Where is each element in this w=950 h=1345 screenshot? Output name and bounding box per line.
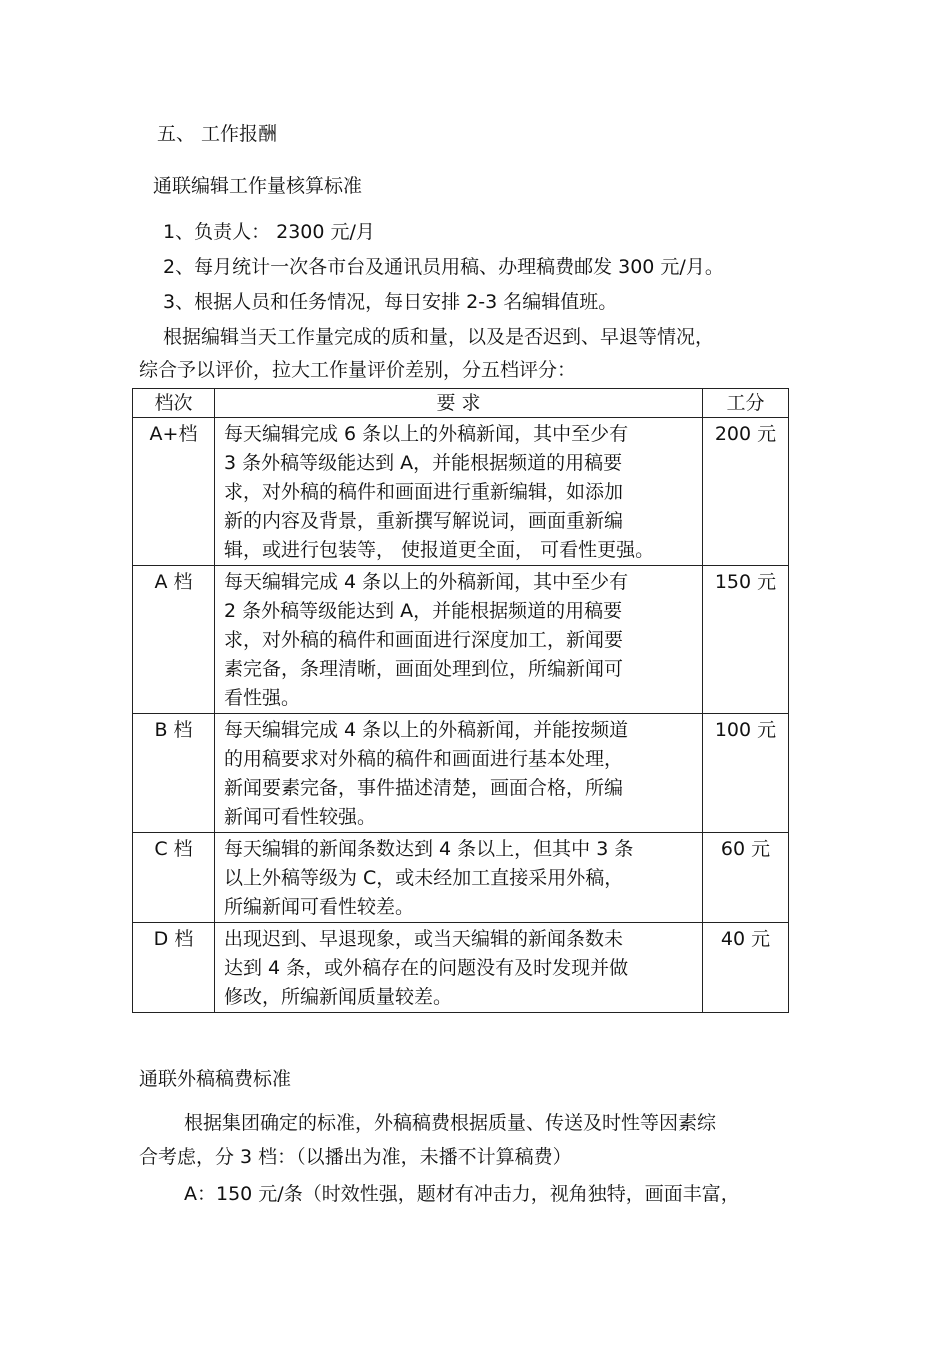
paragraph-line: A：150 元/条（时效性强，题材有冲击力，视角独特，画面丰富， [184, 1183, 740, 1205]
table-row [133, 418, 789, 566]
table-row [133, 833, 789, 923]
requirement-cell: 每天编辑完成 6 条以上的外稿新闻，其中至少有 3 条外稿等级能达到 A，并能根据频道的用稿要 求，对外稿的稿件和画面进行重新编辑，如添加 新的内容及背景，重新撰写解说词，画面重新编 辑，或进行包装等， 使报道更全面， 可看性更强。 [215, 418, 703, 566]
table-header-row [133, 389, 789, 418]
paragraph-line: 综合予以评价，拉大工作量评价差别，分五档评分： [139, 359, 577, 381]
requirement-cell: 每天编辑完成 4 条以上的外稿新闻，并能按频道 的用稿要求对外稿的稿件和画面进行基本处理， 新闻要素完备，事件描述清楚，画面合格，所编 新闻可看性较强。 [215, 714, 703, 833]
list-item: 3、根据人员和任务情况，每日安排 2-3 名编辑值班。 [163, 291, 618, 313]
requirement-cell: 每天编辑完成 4 条以上的外稿新闻，其中至少有 2 条外稿等级能达到 A，并能根据频道的用稿要 求，对外稿的稿件和画面进行深度加工，新闻要 素完备，条理清晰，画面处理到位，所编新闻可 看性强。 [215, 566, 703, 714]
grade-cell: A+档 [133, 418, 215, 566]
requirement-cell: 每天编辑的新闻条数达到 4 条以上，但其中 3 条 以上外稿等级为 C，或未经加工直接采用外稿， 所编新闻可看性较差。 [215, 833, 703, 923]
header-requirement: 要 求 [215, 389, 703, 418]
section-heading: 五、 工作报酬 [157, 123, 278, 145]
header-grade: 档次 [133, 389, 215, 418]
paragraph-line: 根据编辑当天工作量完成的质和量，以及是否迟到、早退等情况， [163, 326, 715, 348]
requirement-cell: 出现迟到、早退现象，或当天编辑的新闻条数未 达到 4 条，或外稿存在的问题没有及时发现并做 修改，所编新闻质量较差。 [215, 923, 703, 1013]
pay-cell: 100 元 [703, 714, 789, 833]
list-item: 1、负责人： 2300 元/月 [163, 221, 375, 243]
list-item: 2、每月统计一次各市台及通讯员用稿、办理稿费邮发 300 元/月。 [163, 256, 724, 278]
header-pay: 工分 [703, 389, 789, 418]
pay-cell: 200 元 [703, 418, 789, 566]
grade-cell: D 档 [133, 923, 215, 1013]
table-row [133, 714, 789, 833]
table-row [133, 923, 789, 1013]
pay-cell: 40 元 [703, 923, 789, 1013]
grading-table [132, 388, 789, 1013]
pay-cell: 60 元 [703, 833, 789, 923]
pay-cell: 150 元 [703, 566, 789, 714]
paragraph-line: 根据集团确定的标准，外稿稿费根据质量、传送及时性等因素综 [184, 1112, 717, 1134]
grade-cell: A 档 [133, 566, 215, 714]
table-row [133, 566, 789, 714]
subsection-title-editing-standard: 通联编辑工作量核算标准 [153, 175, 363, 197]
subsection-title-fee-standard: 通联外稿稿费标准 [139, 1068, 292, 1090]
paragraph-line: 合考虑，分 3 档：（以播出为准，未播不计算稿费） [139, 1146, 572, 1168]
grade-cell: B 档 [133, 714, 215, 833]
grade-cell: C 档 [133, 833, 215, 923]
